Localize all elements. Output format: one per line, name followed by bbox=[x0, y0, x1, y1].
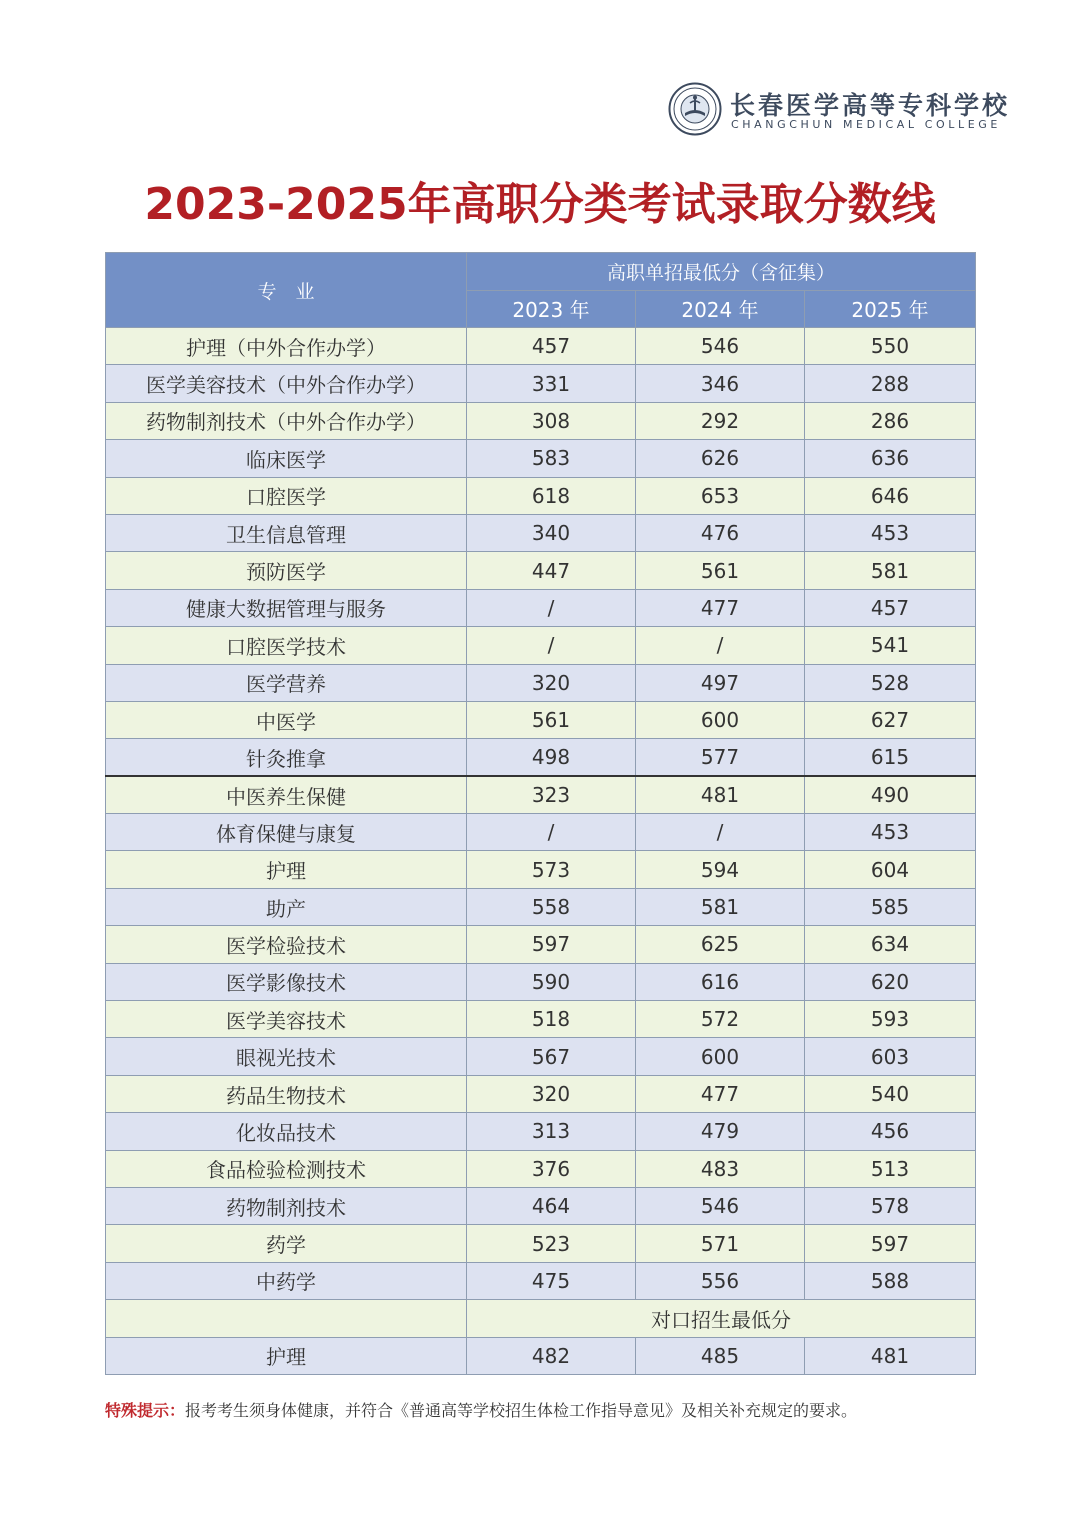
score-2023-cell: 498 bbox=[467, 739, 636, 776]
score-2025-cell: 453 bbox=[805, 514, 976, 551]
score-2024-cell: 594 bbox=[636, 851, 805, 888]
score-2024-cell: / bbox=[636, 627, 805, 664]
group-header: 高职单招最低分（含征集） bbox=[467, 253, 976, 291]
score-2023-cell: 323 bbox=[467, 776, 636, 813]
major-cell: 食品检验检测技术 bbox=[106, 1150, 467, 1187]
major-cell: 药学 bbox=[106, 1225, 467, 1262]
score-2025-cell: 513 bbox=[805, 1150, 976, 1187]
score-2023-cell: 618 bbox=[467, 477, 636, 514]
score-2023-cell: 475 bbox=[467, 1262, 636, 1299]
major-cell: 口腔医学技术 bbox=[106, 627, 467, 664]
score-2024-cell: 483 bbox=[636, 1150, 805, 1187]
year-header-2023: 2023 年 bbox=[467, 290, 636, 328]
year-header-2025: 2025 年 bbox=[805, 290, 976, 328]
score-2024-cell: 577 bbox=[636, 739, 805, 776]
score-2025-cell: 456 bbox=[805, 1113, 976, 1150]
score-2025-cell: 585 bbox=[805, 888, 976, 925]
major-cell: 针灸推拿 bbox=[106, 739, 467, 776]
score-2023-cell: 597 bbox=[467, 926, 636, 963]
note-label: 特殊提示： bbox=[105, 1401, 186, 1420]
major-cell: 助产 bbox=[106, 888, 467, 925]
score-table-body bbox=[106, 328, 976, 1375]
major-cell: 护理 bbox=[106, 1337, 467, 1374]
score-2023-cell: 518 bbox=[467, 1001, 636, 1038]
major-cell: 预防医学 bbox=[106, 552, 467, 589]
major-cell: 药物制剂技术 bbox=[106, 1187, 467, 1224]
score-2023-cell: 313 bbox=[467, 1113, 636, 1150]
table-row bbox=[106, 328, 976, 365]
score-2025-cell: 528 bbox=[805, 664, 976, 701]
score-2023-cell: / bbox=[467, 814, 636, 851]
table-row bbox=[106, 851, 976, 888]
major-column-header: 专 业 bbox=[106, 253, 467, 328]
table-row bbox=[106, 926, 976, 963]
score-2024-cell: 476 bbox=[636, 514, 805, 551]
score-2024-cell: 653 bbox=[636, 477, 805, 514]
score-2024-cell: 600 bbox=[636, 1038, 805, 1075]
score-2023-cell: 482 bbox=[467, 1337, 636, 1374]
table-row bbox=[106, 627, 976, 664]
note-text: 报考考生须身体健康，并符合《普通高等学校招生体检工作指导意见》及相关补充规定的要求。 bbox=[185, 1401, 858, 1420]
table-row bbox=[106, 701, 976, 738]
major-cell: 护理 bbox=[106, 851, 467, 888]
table-row bbox=[106, 514, 976, 551]
score-2024-cell: 346 bbox=[636, 365, 805, 402]
score-2023-cell: / bbox=[467, 589, 636, 626]
table-row bbox=[106, 1187, 976, 1224]
score-2025-cell: 541 bbox=[805, 627, 976, 664]
school-seal-icon bbox=[668, 82, 722, 136]
major-cell: 卫生信息管理 bbox=[106, 514, 467, 551]
table-row bbox=[106, 963, 976, 1000]
score-2023-cell: 376 bbox=[467, 1150, 636, 1187]
score-2023-cell: / bbox=[467, 627, 636, 664]
score-2025-cell: 578 bbox=[805, 1187, 976, 1224]
table-row bbox=[106, 1225, 976, 1262]
table-row bbox=[106, 1001, 976, 1038]
score-2025-cell: 581 bbox=[805, 552, 976, 589]
major-cell: 体育保健与康复 bbox=[106, 814, 467, 851]
score-2025-cell: 550 bbox=[805, 328, 976, 365]
score-2025-cell: 490 bbox=[805, 776, 976, 813]
major-cell: 化妆品技术 bbox=[106, 1113, 467, 1150]
score-2023-cell: 558 bbox=[467, 888, 636, 925]
score-2023-cell: 320 bbox=[467, 1075, 636, 1112]
major-cell: 眼视光技术 bbox=[106, 1038, 467, 1075]
score-2024-cell: 485 bbox=[636, 1337, 805, 1374]
score-2024-cell: 546 bbox=[636, 328, 805, 365]
school-name-en: CHANGCHUN MEDICAL COLLEGE bbox=[731, 118, 1001, 131]
special-note bbox=[105, 1398, 857, 1421]
score-2023-cell: 331 bbox=[467, 365, 636, 402]
score-2024-cell: 556 bbox=[636, 1262, 805, 1299]
score-2024-cell: / bbox=[636, 814, 805, 851]
score-2024-cell: 497 bbox=[636, 664, 805, 701]
table-row bbox=[106, 365, 976, 402]
major-cell: 医学美容技术 bbox=[106, 1001, 467, 1038]
major-cell: 药物制剂技术（中外合作办学） bbox=[106, 402, 467, 439]
score-2024-cell: 600 bbox=[636, 701, 805, 738]
score-2024-cell: 546 bbox=[636, 1187, 805, 1224]
score-2024-cell: 477 bbox=[636, 589, 805, 626]
score-2023-cell: 457 bbox=[467, 328, 636, 365]
score-2024-cell: 571 bbox=[636, 1225, 805, 1262]
major-cell: 健康大数据管理与服务 bbox=[106, 589, 467, 626]
empty-cell bbox=[106, 1300, 467, 1337]
school-name-cn: 长春医学高等专科学校 bbox=[730, 91, 1011, 120]
score-2025-cell: 540 bbox=[805, 1075, 976, 1112]
major-cell: 中药学 bbox=[106, 1262, 467, 1299]
table-row bbox=[106, 1038, 976, 1075]
score-2023-cell: 583 bbox=[467, 440, 636, 477]
major-cell: 中医学 bbox=[106, 701, 467, 738]
score-2023-cell: 464 bbox=[467, 1187, 636, 1224]
score-2025-cell: 615 bbox=[805, 739, 976, 776]
score-2024-cell: 572 bbox=[636, 1001, 805, 1038]
score-2025-cell: 604 bbox=[805, 851, 976, 888]
major-cell: 医学影像技术 bbox=[106, 963, 467, 1000]
score-2023-cell: 561 bbox=[467, 701, 636, 738]
score-2024-cell: 477 bbox=[636, 1075, 805, 1112]
table-row bbox=[106, 477, 976, 514]
score-2023-cell: 447 bbox=[467, 552, 636, 589]
score-2025-cell: 627 bbox=[805, 701, 976, 738]
major-cell: 护理（中外合作办学） bbox=[106, 328, 467, 365]
major-cell: 药品生物技术 bbox=[106, 1075, 467, 1112]
score-2025-cell: 286 bbox=[805, 402, 976, 439]
score-2025-cell: 620 bbox=[805, 963, 976, 1000]
score-2024-cell: 625 bbox=[636, 926, 805, 963]
table-row bbox=[106, 814, 976, 851]
score-2025-cell: 453 bbox=[805, 814, 976, 851]
table-row bbox=[106, 888, 976, 925]
score-2025-cell: 593 bbox=[805, 1001, 976, 1038]
score-2025-cell: 597 bbox=[805, 1225, 976, 1262]
score-table bbox=[105, 252, 976, 1375]
section-header-row bbox=[106, 1300, 976, 1337]
score-2023-cell: 590 bbox=[467, 963, 636, 1000]
page-title: 2023-2025年高职分类考试录取分数线 bbox=[144, 179, 936, 230]
table-row bbox=[106, 776, 976, 813]
score-2024-cell: 616 bbox=[636, 963, 805, 1000]
score-2023-cell: 340 bbox=[467, 514, 636, 551]
score-2025-cell: 634 bbox=[805, 926, 976, 963]
table-row bbox=[106, 1150, 976, 1187]
major-cell: 中医养生保健 bbox=[106, 776, 467, 813]
score-2024-cell: 292 bbox=[636, 402, 805, 439]
table-row bbox=[106, 589, 976, 626]
score-2025-cell: 603 bbox=[805, 1038, 976, 1075]
score-2025-cell: 588 bbox=[805, 1262, 976, 1299]
major-cell: 口腔医学 bbox=[106, 477, 467, 514]
major-cell: 医学营养 bbox=[106, 664, 467, 701]
score-2025-cell: 636 bbox=[805, 440, 976, 477]
table-row bbox=[106, 1075, 976, 1112]
score-2024-cell: 479 bbox=[636, 1113, 805, 1150]
table-row bbox=[106, 440, 976, 477]
table-row bbox=[106, 1262, 976, 1299]
score-2024-cell: 581 bbox=[636, 888, 805, 925]
score-2025-cell: 457 bbox=[805, 589, 976, 626]
score-2025-cell: 288 bbox=[805, 365, 976, 402]
score-2023-cell: 523 bbox=[467, 1225, 636, 1262]
table-row bbox=[106, 739, 976, 776]
score-2025-cell: 481 bbox=[805, 1337, 976, 1374]
table-row bbox=[106, 1113, 976, 1150]
year-header-2024: 2024 年 bbox=[636, 290, 805, 328]
table-row bbox=[106, 1337, 976, 1374]
major-cell: 医学检验技术 bbox=[106, 926, 467, 963]
score-2023-cell: 320 bbox=[467, 664, 636, 701]
table-row bbox=[106, 402, 976, 439]
school-logo bbox=[668, 82, 1011, 138]
score-2025-cell: 646 bbox=[805, 477, 976, 514]
major-cell: 医学美容技术（中外合作办学） bbox=[106, 365, 467, 402]
score-2023-cell: 567 bbox=[467, 1038, 636, 1075]
score-2024-cell: 626 bbox=[636, 440, 805, 477]
table-row bbox=[106, 664, 976, 701]
score-2024-cell: 481 bbox=[636, 776, 805, 813]
table-row bbox=[106, 552, 976, 589]
section2-header: 对口招生最低分 bbox=[467, 1300, 976, 1337]
major-cell: 临床医学 bbox=[106, 440, 467, 477]
score-2023-cell: 573 bbox=[467, 851, 636, 888]
score-2024-cell: 561 bbox=[636, 552, 805, 589]
score-2023-cell: 308 bbox=[467, 402, 636, 439]
